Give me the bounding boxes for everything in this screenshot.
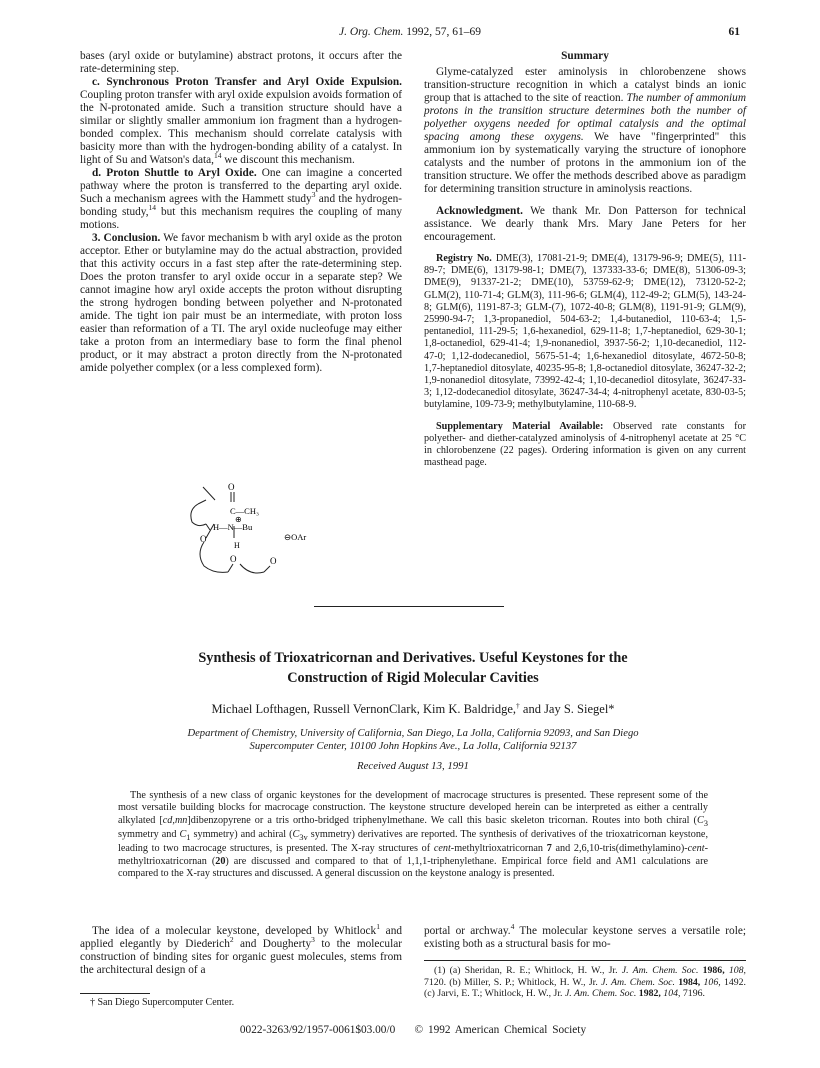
journal-name: J. Org. Chem. xyxy=(338,26,404,38)
abstract-italic-1: cd,mn xyxy=(162,814,188,826)
page-number: 61 xyxy=(728,26,740,38)
left-column xyxy=(80,50,402,375)
acknowledgment-paragraph xyxy=(424,205,746,244)
article-title-line1: Synthesis of Trioxatricornan and Derivatives. Useful Keystones for the xyxy=(198,650,628,666)
oxygen-left-label: O xyxy=(200,534,207,544)
summary-text-tail: We have "fingerprinted" this ammonium ion by systematically varying the structure of ionophore catalysts and the number of protons in the ammonium ion of the transition structure. We offer the methods described above as paradigm for determining transition structure in aminolysis reactions. xyxy=(424,131,746,195)
ref-14b: 14 xyxy=(148,203,157,213)
authors-list: Michael Lofthagen, Russell VernonClark, Kim K. Baldridge, xyxy=(211,702,517,716)
abstract-c3v-sub: 3v xyxy=(299,831,308,842)
ref-14: 14 xyxy=(213,151,222,161)
abstract-italic-2: cent xyxy=(433,843,451,855)
fn-year-3: 1982, xyxy=(636,988,664,1000)
acknowledgment-heading: Acknowledgment. xyxy=(436,205,523,217)
heading-conclusion: 3. Conclusion. xyxy=(92,232,161,244)
paragraph-c-tail: we discount this mechanism. xyxy=(221,154,355,166)
abstract-text-8: -methyltrioxatricornan ( xyxy=(118,843,708,867)
body-right-text-1: portal or archway. xyxy=(424,925,511,937)
running-head xyxy=(80,26,740,42)
abstract-c3-sub: 3 xyxy=(703,817,708,828)
abstract-text-9: ) are discussed and compared to that of 1,1,1-triphenylethane. Empirical force field and AM1 calculations are compared to the X-ray structures and discussed. A general discussion on the keystone analogy is presented. xyxy=(118,855,708,879)
fn-year-2: 1984, xyxy=(674,976,704,988)
journal-volume: 1992, 57, 61–69 xyxy=(406,26,482,38)
fn-text-1: (1) (a) Sheridan, R. E.; Whitlock, H. W., Jr. xyxy=(434,965,622,976)
hydrogen-label: H xyxy=(234,541,240,550)
aryl-oxide-label: ⊖OAr xyxy=(284,532,307,542)
abstract-text-4: symmetry) and achiral ( xyxy=(190,828,293,840)
abstract-c1-sub: 1 xyxy=(186,831,191,842)
transition-structure-drawing xyxy=(170,480,330,592)
footer-code: 0022-3263/92/1957-0061$03.00/0 xyxy=(239,1024,396,1036)
ref-3: 3 xyxy=(311,190,316,200)
abstract-c3: C xyxy=(696,814,704,826)
article-authors xyxy=(80,702,746,717)
supplementary-paragraph xyxy=(424,421,746,470)
body-left-text-1: The idea of a molecular keystone, developed by Whitlock xyxy=(92,925,377,937)
summary-heading: Summary xyxy=(561,50,609,62)
supplementary-text: Observed rate constants for polyether- and diether-catalyzed aminolysis of 4-nitrophenyl acetate at 25 °C in chlorobenzene (22 pages). Ordering information is given on any current masthead page. xyxy=(424,420,746,469)
body-left-text-4: to the molecular construction of binding sites for organic guest molecules, stems from the architectural design of a xyxy=(80,938,402,976)
fn-journal-2: J. Am. Chem. Soc. xyxy=(601,976,675,988)
article-abstract xyxy=(118,790,708,880)
oxygen-top-label: O xyxy=(228,482,235,492)
abstract-text-2: ]dibenzopyrene or a tris ortho-bridged triphenylmethane. We call this basic skeleton tricornan. Routes into both chiral ( xyxy=(187,814,697,826)
fn-journal-3: J. Am. Chem. Soc. xyxy=(564,988,637,1000)
footer-copyright: © 1992 American Chemical Society xyxy=(414,1024,587,1036)
body-left-text-2: and applied elegantly by Diederich xyxy=(80,925,402,950)
paragraph-c-text: Coupling proton transfer with aryl oxide expulsion avoids formation of the N-protonated amide. Such a transition structure should have a similar or slightly smaller ammonium ion fragment than a hydrogen-bonded complex. This mechanism should correlate catalysis with basicity more than with the hydrogen-bonding ability of a catalyst. In light of Su and Watson's data, xyxy=(80,89,402,166)
transition-structure-figure xyxy=(170,480,330,592)
article-title xyxy=(80,648,746,688)
abstract-italic-3: cent xyxy=(687,843,705,855)
carbonyl-methyl-label: C—CH₃ xyxy=(230,506,259,516)
paragraph-d-text: One can imagine a concerted pathway where the proton is transferred to the departing aryl oxide. Such a mechanism agrees with the Hammett study xyxy=(80,167,402,205)
article-title-line2: Construction of Rigid Molecular Cavities xyxy=(287,670,539,686)
acknowledgment-text: We thank Mr. Don Patterson for technical assistance. We dearly thank Mrs. Mary Jane Peters for her encouragement. xyxy=(424,205,746,243)
abstract-text-5: symmetry) derivatives are reported. The synthesis of derivatives of the trioxatricornan keystone, leading to two macrocage structures, is presented. The X-ray structures of xyxy=(118,828,708,855)
ammonium-label: H—N—Bu xyxy=(213,522,253,532)
fn-journal-1: J. Am. Chem. Soc. xyxy=(621,965,699,976)
paragraph-d-mid: and the hydrogen-bonding study, xyxy=(80,193,402,218)
footnote-references xyxy=(424,965,746,1000)
fn-year-1: 1986, xyxy=(698,965,729,976)
fn-text-7: , 7196. xyxy=(678,988,705,1000)
abstract-text-3: symmetry and xyxy=(118,828,180,840)
abstract-compound-20: 20 xyxy=(215,855,226,867)
fn-volume-1: 108 xyxy=(728,965,744,976)
fn-volume-3: 104 xyxy=(663,988,678,1000)
paragraph-d xyxy=(80,167,402,232)
body-ref-1: 1 xyxy=(376,922,380,932)
paragraph-conclusion xyxy=(80,232,402,375)
author-dagger: † xyxy=(516,700,520,710)
received-date: Received August 13, 1991 xyxy=(357,760,469,772)
article-affiliation xyxy=(110,727,716,753)
fn-volume-2: 106 xyxy=(703,976,719,988)
abstract-compound-7: 7 xyxy=(546,843,552,855)
journal-citation xyxy=(80,26,740,38)
summary-paragraph xyxy=(424,66,746,196)
footnote-rule-left xyxy=(80,993,150,994)
page-footer xyxy=(80,1024,746,1036)
body-ref-3: 3 xyxy=(311,935,315,945)
abstract-c3v: C xyxy=(292,828,300,840)
registry-text: DME(3), 17081-21-9; DME(4), 13179-96-9; DME(5), 111-89-7; DME(6), 13179-98-1; DME(7), 137333-33-6; DME(8), 51306-09-3; DME(9), 91337-21-2; DME(10), 53759-62-9; DME(12), 73120-52-2; GLM(2), 110-71-4; GLM(3), 111-96-6; GLM(4), 112-49-2; GLM(5), 143-24-8; GLM(6), 1191-87-3; GLM-(7), 1072-40-8; GLM(8), 1191-91-9; GLM(9), 25990-94-7; 1,3-propanediol, 504-63-2; 1,4-butanediol, 110-63-4; 1,5-pentanediol, 111-29-5; 1,6-hexanediol, 629-11-8; 1,7-heptanediol, 629-30-1; 1,8-octanediol, 629-41-4; 1,9-nonanediol, 3937-56-2; 1,10-decanediol, 112-47-0; 1,12-dodecanediol, 5675-51-4; 1,6-hexanediol ditosylate, 4672-50-8; 1,7-heptanediol ditosylate, 40235-95-8; 1,8-octanediol ditosylate, 36247-32-2; 1,9-nonanediol ditosylate, 73992-42-4; 1,10-decanediol ditosylate, 36247-33-3; 1,12-dodecanediol ditosylate, 36247-34-4; 4-nitrophenyl acetate, 830-03-5; butylamine, 109-73-9; methylbutylamine, 110-68-9. xyxy=(424,253,746,411)
abstract-c1: C xyxy=(179,828,187,840)
oxygen-right-label: O xyxy=(270,556,277,566)
summary-text: Glyme-catalyzed ester aminolysis in chlorobenzene shows transition-structure recognition in which a catalyst binds an ionic group that is attached to the site of reaction. xyxy=(424,66,746,104)
oxygen-bottom-label: O xyxy=(230,554,237,564)
paragraph-c xyxy=(80,76,402,167)
paragraph-d-tail: but this mechanism requires the coupling of many motions. xyxy=(80,206,402,231)
body-right-column xyxy=(424,922,746,951)
body-left-column xyxy=(80,922,402,977)
footnote-dagger: † San Diego Supercomputer Center. xyxy=(90,997,235,1008)
fn-text-3: , 7120. (b) Miller, S. P.; Whitlock, H. W., Jr. xyxy=(424,965,746,988)
authors-tail: and Jay S. Siegel* xyxy=(519,702,615,716)
summary-italic: The number of ammonium protons in the transition structure determines both the number of polyether oxygens needed for optimal catalysis and the optimal spacing among these oxygens. xyxy=(424,92,746,143)
abstract-text-1: The synthesis of a new class of organic keystones for the development of macrocage structures is presented. These represent some of the most versatile building blocks for macrocage construction. The keystone structure developed herein can be interpreted as either a centrally alkylated [ xyxy=(118,790,708,826)
affiliation-line2: Supercomputer Center, 10100 John Hopkins Ave., La Jolla, California 92137 xyxy=(249,741,577,752)
body-left-text-3: and Dougherty xyxy=(233,938,312,950)
registry-paragraph xyxy=(424,253,746,412)
right-column xyxy=(424,50,746,469)
registry-heading: Registry No. xyxy=(436,253,492,264)
heading-c: c. Synchronous Proton Transfer and Aryl Oxide Expulsion. xyxy=(92,76,402,88)
fn-text-5: , 1492. (c) Jarvi, E. T.; Whitlock, H. W., Jr. xyxy=(424,976,746,1000)
footnote-rule-right xyxy=(424,960,746,961)
article-separator-rule xyxy=(314,606,504,607)
plus-charge-label: ⊕ xyxy=(235,515,242,524)
body-ref-4: 4 xyxy=(510,922,515,932)
supplementary-heading: Supplementary Material Available: xyxy=(436,420,604,432)
abstract-text-6: -methyltrioxatricornan xyxy=(450,843,547,855)
body-ref-2: 2 xyxy=(229,935,234,945)
paragraph-conclusion-text: We favor mechanism b with aryl oxide as the proton acceptor. Ether or butylamine may do the actual abstraction, provided that this activity occurs in a fast step after the rate-determining step. Does the proton transfer to aryl oxide occur in a separate step? We cannot imagine how aryl oxide accepts the proton without disrupting the strong hydrogen bonding between polyether and N-protonated amide. The tight ion pair must be an intermediate, with proton loss easier than reformation of a TI. The aryl oxide nucleofuge may either take a proton from an intermediary base to form the final phenol product, or it may abstract a proton directly from the N-protonated amide polyether complex (or a less complexed form). xyxy=(80,232,402,374)
affiliation-line1: Department of Chemistry, University of California, San Diego, La Jolla, California 92093, and San Diego xyxy=(187,728,639,739)
paragraph-continued: bases (aryl oxide or butylamine) abstract protons, it occurs after the rate-determining step. xyxy=(80,50,402,75)
abstract-text-7: and 2,6,10-tris(dimethylamino)- xyxy=(551,843,688,855)
body-right-text-2: The molecular keystone serves a versatile role; existing both as a structural basis for mo- xyxy=(424,925,746,950)
heading-d: d. Proton Shuttle to Aryl Oxide. xyxy=(92,167,257,179)
